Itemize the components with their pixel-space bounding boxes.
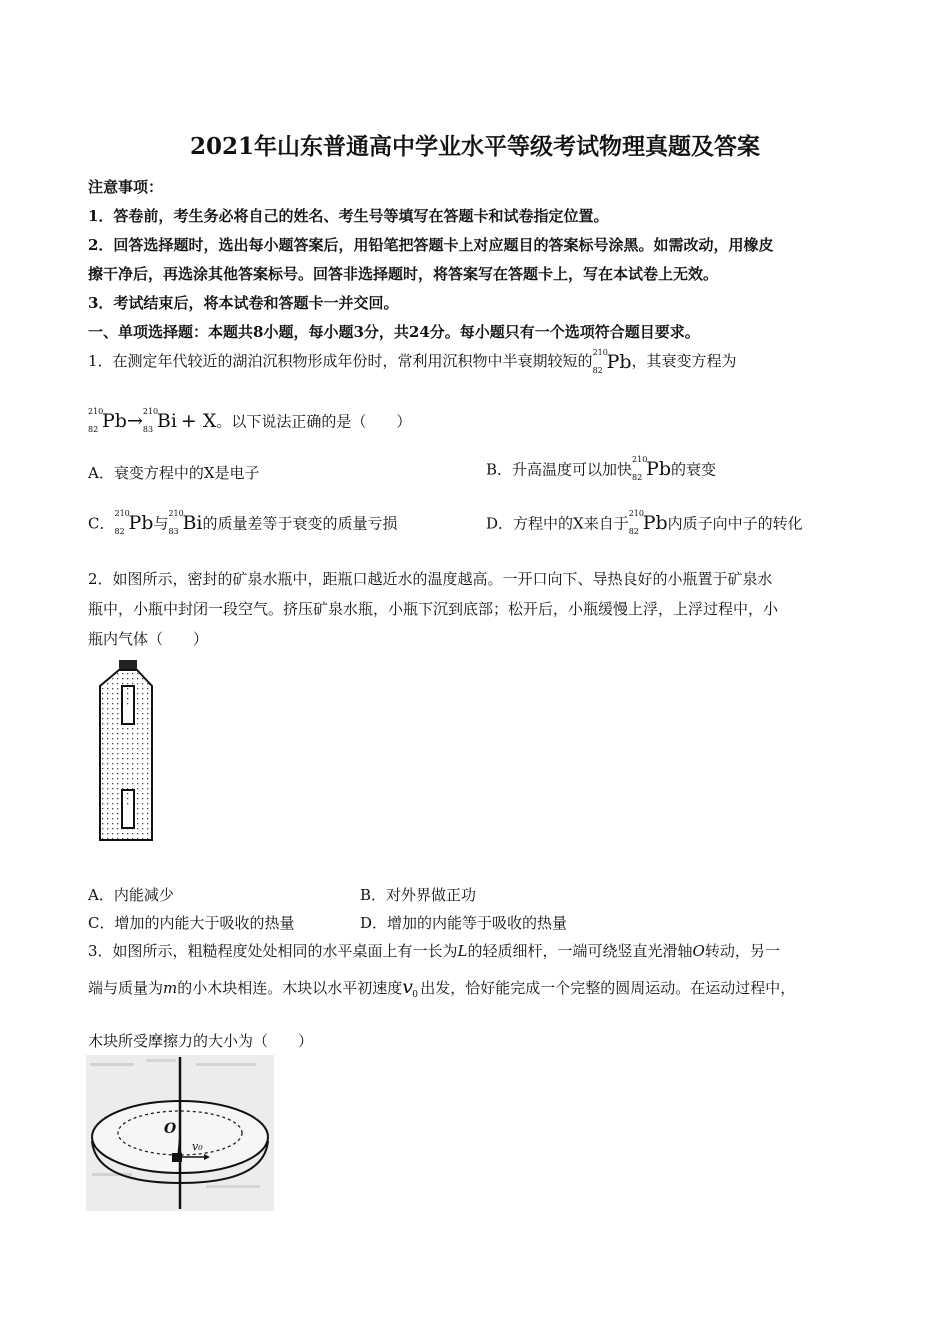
- q1-text-a: 1．在测定年代较近的湖泊沉积物形成年份时，常利用沉积物中半衰期较短的: [88, 352, 593, 370]
- q1-option-a: A．衰变方程中的X是电子: [88, 464, 260, 482]
- q1-equation-line: [88, 407, 412, 434]
- nuclide-bi: 210 83 Bi: [142, 407, 177, 434]
- notice-item-1: 1．答卷前，考生务必将自己的姓名、考生号等填写在答题卡和试卷指定位置。: [88, 207, 609, 225]
- q3-line-2: 端与质量为m的小木块相连。木块以水平初速度v 0 出发，恰好能完成一个完整的圆周运动。在运动过程中，: [88, 976, 796, 1000]
- section-heading: 一、单项选择题：本题共8小题，每小题3分，共24分。每小题只有一个选项符合题目要求。: [88, 323, 700, 341]
- nuclide-pb: 210 82 Pb: [114, 509, 154, 536]
- arrow: →: [126, 410, 143, 432]
- q2-line-2: 瓶中，小瓶中封闭一段空气。挤压矿泉水瓶，小瓶下沉到底部；松开后，小瓶缓慢上浮，上浮过程中，小: [88, 600, 779, 618]
- page-title: 2021年山东普通高中学业水平等级考试物理真题及答案: [189, 133, 760, 160]
- notice-item-2-line-1: 2．回答选择题时，选出每小题答案后，用铅笔把答题卡上对应题目的答案标号涂黑。如需改动，用橡皮: [88, 236, 774, 254]
- q3-line-3: 木块所受摩擦力的大小为（ ）: [88, 1032, 314, 1050]
- axis-o-label: O: [164, 1121, 177, 1137]
- q2-option-c: C．增加的内能大于吸收的热量: [88, 914, 295, 932]
- q2-line-1: 2．如图所示，密封的矿泉水瓶中，距瓶口越近水的温度越高。一开口向下、导热良好的小瓶置于矿泉水: [88, 570, 773, 588]
- nuclide-pb: 210 82 Pb: [88, 407, 127, 434]
- q1-option-b: B．升高温度可以加快 210 82 Pb的衰变: [486, 455, 716, 482]
- nuclide-pb: 210 82 Pb: [632, 455, 671, 482]
- q3-line-1: 3．如图所示，粗糙程度处处相同的水平桌面上有一长为L的轻质细杆，一端可绕竖直光滑轴O转动，另一: [88, 942, 780, 960]
- nuclide-bi: 210 83 Bi: [168, 509, 203, 536]
- q2-line-3: 瓶内气体（ ）: [88, 630, 209, 648]
- var-l: L: [457, 942, 468, 960]
- q2-option-b: B．对外界做正功: [360, 886, 477, 904]
- q2-option-a: A．内能减少: [88, 886, 174, 904]
- nuclide-pb: 210 82 Pb: [592, 348, 632, 375]
- q1-line-2-text: 。以下说法正确的是（ ）: [216, 412, 412, 431]
- table-rotation-figure: [86, 1055, 274, 1211]
- nuclide-pb: 210 82 Pb: [628, 509, 668, 536]
- q1-text-b: ，其衰变方程为: [631, 352, 737, 370]
- notice-item-2-line-2: 擦干净后，再选涂其他答案标号。回答非选择题时，将答案写在答题卡上，写在本试卷上无效。: [88, 265, 719, 283]
- var-v0: v 0: [402, 976, 418, 1000]
- notice-heading: 注意事项：: [88, 178, 164, 196]
- notice-item-3: 3．考试结束后，将本试卷和答题卡一并交回。: [88, 294, 399, 312]
- q1-line-1: [88, 350, 737, 373]
- var-o: O: [692, 942, 705, 960]
- var-m: m: [163, 979, 178, 997]
- velocity-label: v₀: [192, 1140, 203, 1153]
- q1-option-d: D．方程中的X来自于 210 82 Pb内质子向中子的转化: [486, 509, 803, 536]
- q2-option-d: D．增加的内能等于吸收的热量: [360, 914, 568, 932]
- plus-x: + X: [180, 410, 217, 432]
- bottle-figure: [86, 652, 176, 848]
- q1-option-c: C． 210 82 Pb与 210 83 Bi的质量差等于衰变的质量亏损: [88, 509, 398, 536]
